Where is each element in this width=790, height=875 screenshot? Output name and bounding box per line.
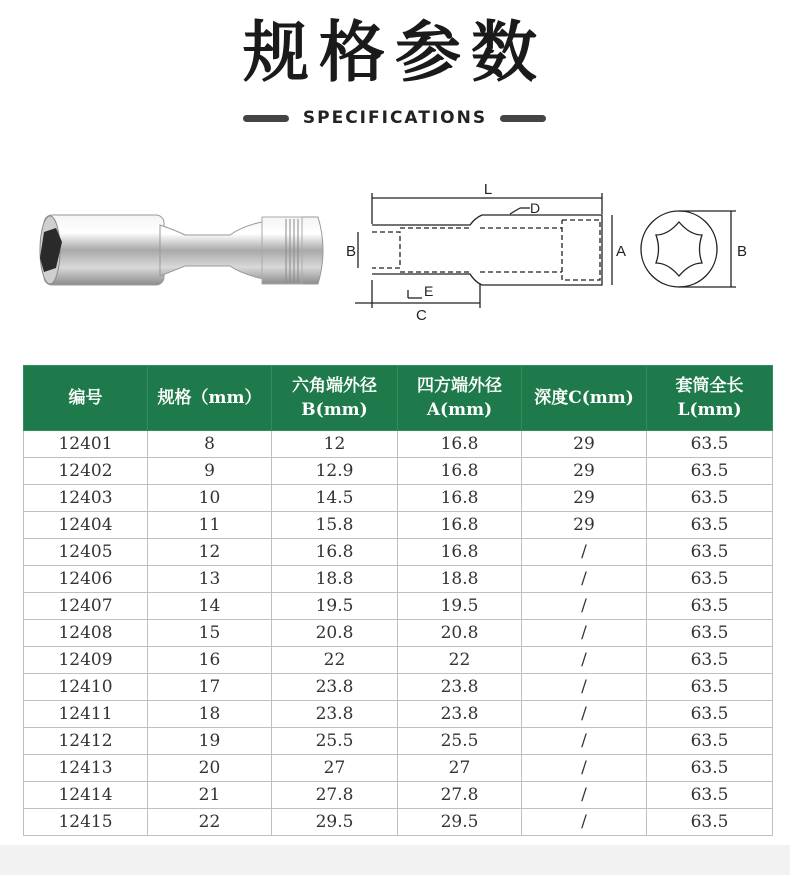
label-L: L <box>483 181 493 198</box>
column-header-line1: 编号 <box>68 388 103 408</box>
table-cell: 63.5 <box>647 728 773 755</box>
subtitle-right-bar <box>500 115 546 122</box>
table-cell: 9 <box>148 458 272 485</box>
table-cell: / <box>522 593 647 620</box>
label-B-right: B <box>737 243 748 260</box>
table-cell: 63.5 <box>647 755 773 782</box>
table-cell: 12.9 <box>272 458 398 485</box>
table-cell: 15 <box>148 620 272 647</box>
table-cell: 27.8 <box>272 782 398 809</box>
spec-table <box>23 365 773 836</box>
table-cell: 63.5 <box>647 701 773 728</box>
table-cell: 22 <box>148 809 272 836</box>
table-cell: 16 <box>148 647 272 674</box>
column-header-line1: 规格（mm） <box>157 388 262 408</box>
table-cell: 10 <box>148 485 272 512</box>
table-cell: 29.5 <box>398 809 522 836</box>
label-C: C <box>416 307 427 324</box>
table-cell: 29 <box>522 458 647 485</box>
table-cell: / <box>522 755 647 782</box>
table-cell: 19.5 <box>398 593 522 620</box>
table-row <box>24 566 773 593</box>
table-cell: 63.5 <box>647 809 773 836</box>
table-row <box>24 674 773 701</box>
page-subtitle: SPECIFICATIONS <box>302 108 488 128</box>
table-cell: 12409 <box>24 647 148 674</box>
technical-drawing-end <box>641 211 736 287</box>
table-cell: 63.5 <box>647 782 773 809</box>
table-cell: 12412 <box>24 728 148 755</box>
table-cell: 63.5 <box>647 566 773 593</box>
table-cell: 18 <box>148 701 272 728</box>
table-cell: 12408 <box>24 620 148 647</box>
table-cell: / <box>522 701 647 728</box>
table-cell: 15.8 <box>272 512 398 539</box>
table-cell: 63.5 <box>647 539 773 566</box>
table-row <box>24 701 773 728</box>
column-header-3 <box>398 366 522 431</box>
table-cell: 12415 <box>24 809 148 836</box>
table-cell: 18.8 <box>272 566 398 593</box>
column-header-line2: B(mm) <box>301 400 368 420</box>
table-cell: 63.5 <box>647 458 773 485</box>
table-cell: 63.5 <box>647 620 773 647</box>
table-cell: 16.8 <box>398 512 522 539</box>
table-cell: 23.8 <box>398 674 522 701</box>
label-B-left: B <box>346 243 357 260</box>
subtitle-row <box>0 106 790 130</box>
table-cell: 20 <box>148 755 272 782</box>
table-cell: 12411 <box>24 701 148 728</box>
column-header-4 <box>522 366 647 431</box>
table-cell: 17 <box>148 674 272 701</box>
table-cell: 63.5 <box>647 674 773 701</box>
table-cell: 29.5 <box>272 809 398 836</box>
table-row <box>24 512 773 539</box>
bottom-strip <box>0 845 790 875</box>
table-cell: / <box>522 647 647 674</box>
table-cell: 25.5 <box>398 728 522 755</box>
table-cell: 12413 <box>24 755 148 782</box>
table-cell: 23.8 <box>272 674 398 701</box>
table-cell: 20.8 <box>272 620 398 647</box>
table-cell: 63.5 <box>647 593 773 620</box>
table-cell: 27.8 <box>398 782 522 809</box>
table-header-row <box>24 366 773 431</box>
table-row <box>24 431 773 458</box>
table-cell: 12401 <box>24 431 148 458</box>
table-row <box>24 485 773 512</box>
column-header-0 <box>24 366 148 431</box>
column-header-line1: 四方端外径 <box>417 376 502 396</box>
table-cell: 19 <box>148 728 272 755</box>
table-cell: 29 <box>522 485 647 512</box>
label-A: A <box>616 243 627 260</box>
table-cell: 12410 <box>24 674 148 701</box>
table-cell: 12402 <box>24 458 148 485</box>
table-row <box>24 728 773 755</box>
table-cell: 63.5 <box>647 431 773 458</box>
table-cell: 16.8 <box>398 539 522 566</box>
table-row <box>24 458 773 485</box>
table-cell: 22 <box>272 647 398 674</box>
table-cell: 13 <box>148 566 272 593</box>
table-row <box>24 782 773 809</box>
table-cell: 12404 <box>24 512 148 539</box>
table-cell: 63.5 <box>647 647 773 674</box>
table-cell: 22 <box>398 647 522 674</box>
table-cell: / <box>522 782 647 809</box>
table-cell: 12406 <box>24 566 148 593</box>
product-illustration <box>0 180 790 330</box>
table-row <box>24 539 773 566</box>
page-title: 规格参数 <box>243 14 547 91</box>
table-row <box>24 647 773 674</box>
column-header-2 <box>272 366 398 431</box>
table-cell: 23.8 <box>398 701 522 728</box>
technical-drawing-side <box>355 193 612 308</box>
table-cell: / <box>522 620 647 647</box>
table-cell: 27 <box>272 755 398 782</box>
table-cell: 20.8 <box>398 620 522 647</box>
table-body <box>24 431 773 836</box>
table-cell: / <box>522 566 647 593</box>
table-row <box>24 620 773 647</box>
table-cell: 18.8 <box>398 566 522 593</box>
table-cell: 12414 <box>24 782 148 809</box>
table-cell: 29 <box>522 431 647 458</box>
label-E: E <box>424 283 434 299</box>
table-cell: 12405 <box>24 539 148 566</box>
table-cell: 19.5 <box>272 593 398 620</box>
table-cell: / <box>522 674 647 701</box>
column-header-5 <box>647 366 773 431</box>
table-cell: / <box>522 809 647 836</box>
table-cell: 12403 <box>24 485 148 512</box>
label-D: D <box>530 200 541 216</box>
table-cell: 12 <box>272 431 398 458</box>
table-cell: / <box>522 728 647 755</box>
table-cell: 16.8 <box>398 485 522 512</box>
table-cell: 16.8 <box>398 431 522 458</box>
column-header-line2: L(mm) <box>677 400 742 420</box>
table-cell: 12 <box>148 539 272 566</box>
column-header-line2: A(mm) <box>426 400 493 420</box>
column-header-line1: 套筒全长 <box>675 376 744 396</box>
table-cell: / <box>522 539 647 566</box>
table-cell: 63.5 <box>647 512 773 539</box>
table-cell: 21 <box>148 782 272 809</box>
table-cell: 11 <box>148 512 272 539</box>
table-cell: 16.8 <box>398 458 522 485</box>
table-cell: 63.5 <box>647 485 773 512</box>
table-cell: 27 <box>398 755 522 782</box>
table-cell: 12407 <box>24 593 148 620</box>
socket-photo <box>40 215 323 285</box>
table-cell: 14.5 <box>272 485 398 512</box>
table-row <box>24 809 773 836</box>
table-row <box>24 755 773 782</box>
column-header-line1: 深度C(mm) <box>534 388 634 408</box>
table-cell: 29 <box>522 512 647 539</box>
table-row <box>24 593 773 620</box>
table-cell: 25.5 <box>272 728 398 755</box>
table-cell: 8 <box>148 431 272 458</box>
column-header-1 <box>148 366 272 431</box>
table-cell: 14 <box>148 593 272 620</box>
column-header-line1: 六角端外径 <box>292 376 377 396</box>
table-cell: 23.8 <box>272 701 398 728</box>
table-cell: 16.8 <box>272 539 398 566</box>
